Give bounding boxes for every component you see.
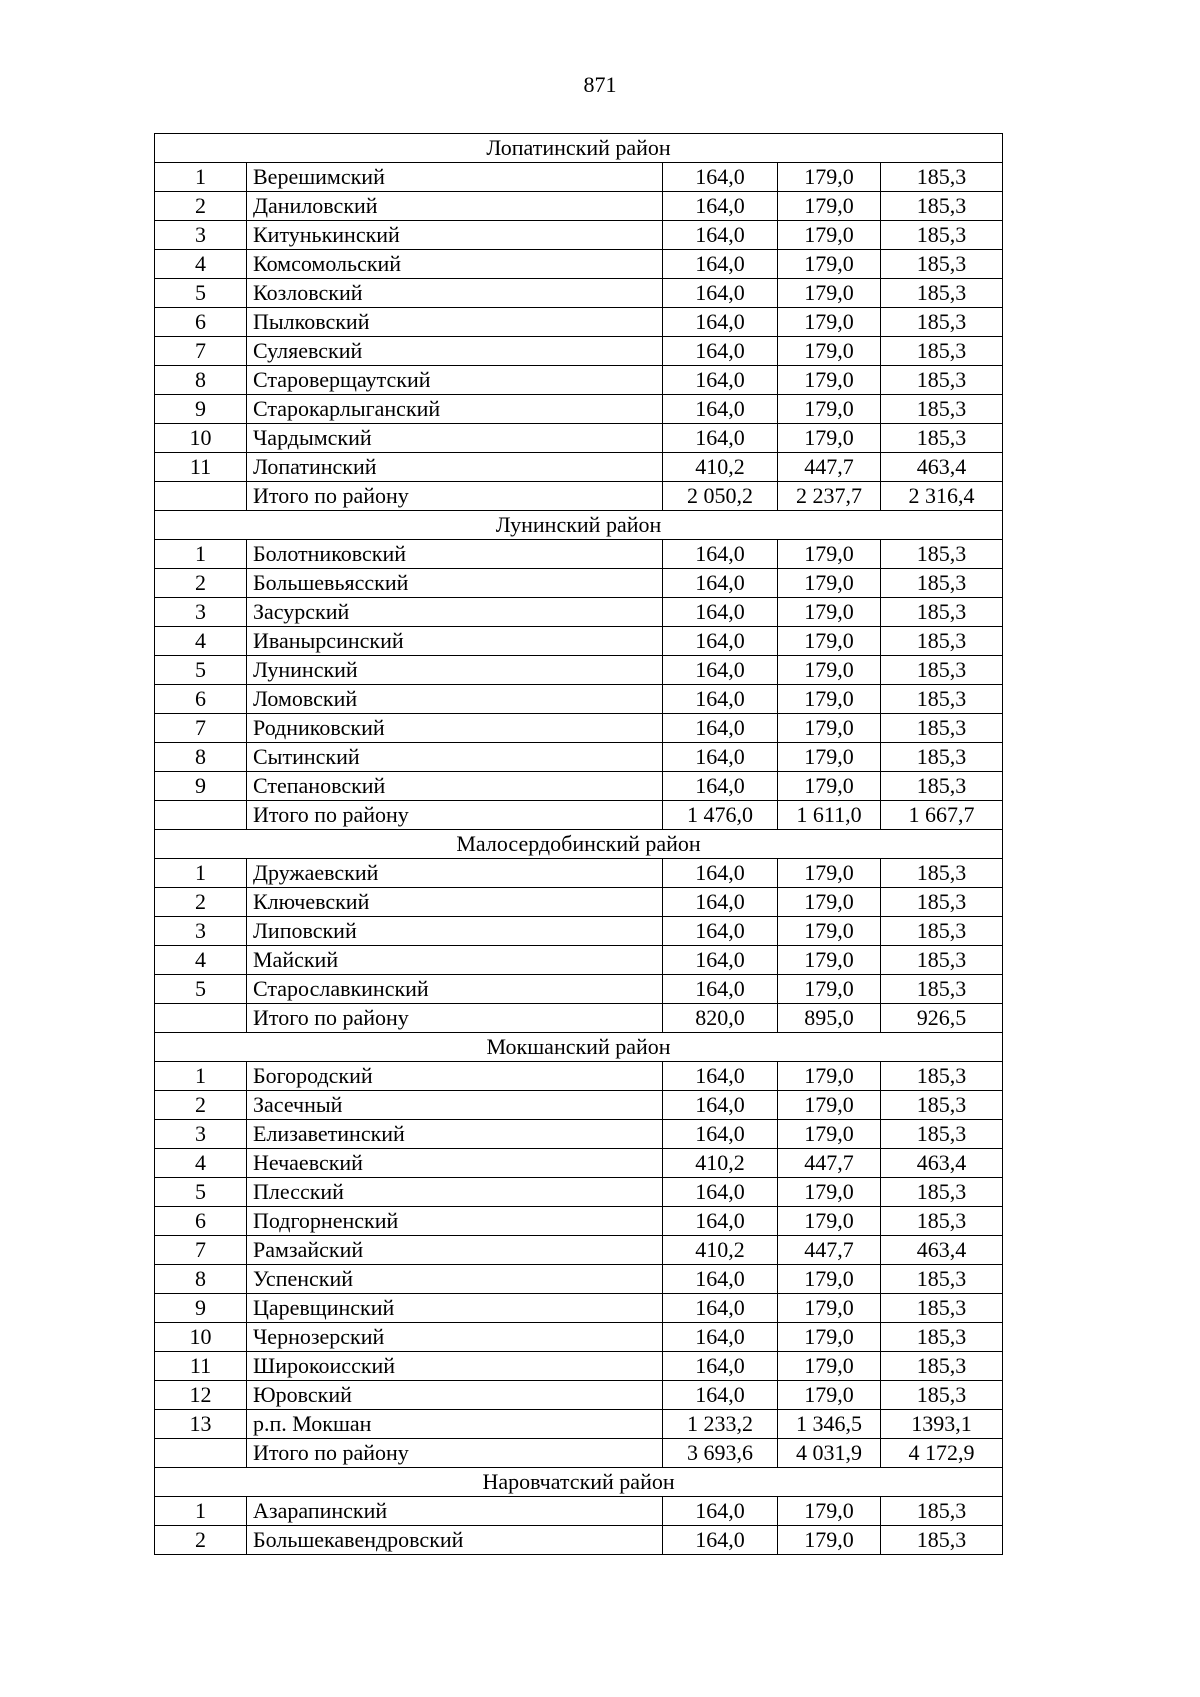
total-row: [155, 1004, 1003, 1033]
settlement-name: Итого по району: [247, 801, 663, 830]
value-col-2: 179,0: [778, 772, 881, 801]
value-col-1: 1 233,2: [663, 1410, 778, 1439]
value-col-1: 164,0: [663, 975, 778, 1004]
settlement-name: Староверщаутский: [247, 366, 663, 395]
value-col-1: 164,0: [663, 1294, 778, 1323]
row-number: 3: [155, 598, 247, 627]
table-row: [155, 714, 1003, 743]
settlement-name: Рамзайский: [247, 1236, 663, 1265]
section-header-row: [155, 1468, 1003, 1497]
value-col-3: 185,3: [881, 1120, 1003, 1149]
value-col-1: 410,2: [663, 1236, 778, 1265]
value-col-2: 179,0: [778, 714, 881, 743]
table-row: [155, 1236, 1003, 1265]
value-col-2: 179,0: [778, 1526, 881, 1555]
value-col-2: 179,0: [778, 279, 881, 308]
value-col-1: 164,0: [663, 1062, 778, 1091]
value-col-1: 164,0: [663, 627, 778, 656]
row-number: 5: [155, 279, 247, 308]
value-col-3: 4 172,9: [881, 1439, 1003, 1468]
value-col-3: 185,3: [881, 221, 1003, 250]
value-col-2: 179,0: [778, 569, 881, 598]
value-col-3: 185,3: [881, 685, 1003, 714]
section-header-row: [155, 1033, 1003, 1062]
row-number: 2: [155, 192, 247, 221]
value-col-2: 179,0: [778, 1091, 881, 1120]
value-col-3: 185,3: [881, 250, 1003, 279]
table-row: [155, 221, 1003, 250]
value-col-1: 164,0: [663, 946, 778, 975]
value-col-3: 185,3: [881, 1381, 1003, 1410]
value-col-1: 164,0: [663, 395, 778, 424]
settlement-name: Успенский: [247, 1265, 663, 1294]
table-row: [155, 424, 1003, 453]
settlement-name: Верешимский: [247, 163, 663, 192]
value-col-3: 185,3: [881, 1294, 1003, 1323]
value-col-1: 164,0: [663, 424, 778, 453]
row-number: 3: [155, 1120, 247, 1149]
row-number: 10: [155, 1323, 247, 1352]
row-number: 3: [155, 221, 247, 250]
total-row: [155, 1439, 1003, 1468]
table-row: [155, 656, 1003, 685]
district-table: [154, 133, 1003, 1555]
value-col-1: 164,0: [663, 598, 778, 627]
value-col-3: 185,3: [881, 308, 1003, 337]
row-number: 4: [155, 627, 247, 656]
value-col-2: 179,0: [778, 366, 881, 395]
value-col-2: 179,0: [778, 888, 881, 917]
value-col-1: 164,0: [663, 192, 778, 221]
value-col-2: 179,0: [778, 1497, 881, 1526]
value-col-3: 185,3: [881, 366, 1003, 395]
value-col-2: 179,0: [778, 975, 881, 1004]
row-number: 2: [155, 1526, 247, 1555]
section-header-row: [155, 830, 1003, 859]
value-col-1: 164,0: [663, 337, 778, 366]
settlement-name: Чернозерский: [247, 1323, 663, 1352]
settlement-name: Чардымский: [247, 424, 663, 453]
table-row: [155, 1352, 1003, 1381]
total-row: [155, 801, 1003, 830]
row-number: 13: [155, 1410, 247, 1439]
value-col-3: 185,3: [881, 1091, 1003, 1120]
row-number: 4: [155, 250, 247, 279]
value-col-2: 179,0: [778, 395, 881, 424]
settlement-name: Иванырсинский: [247, 627, 663, 656]
settlement-name: Большевьясский: [247, 569, 663, 598]
settlement-name: Царевщинский: [247, 1294, 663, 1323]
value-col-2: 179,0: [778, 1381, 881, 1410]
value-col-3: 185,3: [881, 1062, 1003, 1091]
settlement-name: Итого по району: [247, 1004, 663, 1033]
value-col-1: 164,0: [663, 163, 778, 192]
table-row: [155, 859, 1003, 888]
value-col-2: 179,0: [778, 1294, 881, 1323]
value-col-1: 164,0: [663, 685, 778, 714]
row-number: 5: [155, 656, 247, 685]
value-col-3: 185,3: [881, 337, 1003, 366]
value-col-2: 179,0: [778, 859, 881, 888]
settlement-name: Комсомольский: [247, 250, 663, 279]
table-row: [155, 743, 1003, 772]
section-title: Лопатинский район: [155, 134, 1003, 163]
row-number: 9: [155, 772, 247, 801]
value-col-3: 185,3: [881, 1265, 1003, 1294]
settlement-name: Дружаевский: [247, 859, 663, 888]
value-col-1: 410,2: [663, 1149, 778, 1178]
value-col-1: 164,0: [663, 1207, 778, 1236]
value-col-1: 164,0: [663, 308, 778, 337]
value-col-2: 179,0: [778, 743, 881, 772]
value-col-1: 164,0: [663, 888, 778, 917]
value-col-1: 164,0: [663, 569, 778, 598]
settlement-name: Ломовский: [247, 685, 663, 714]
value-col-3: 185,3: [881, 163, 1003, 192]
value-col-1: 164,0: [663, 1091, 778, 1120]
table-row: [155, 569, 1003, 598]
table-row: [155, 453, 1003, 482]
value-col-3: 185,3: [881, 946, 1003, 975]
table-row: [155, 975, 1003, 1004]
settlement-name: Юровский: [247, 1381, 663, 1410]
value-col-3: 463,4: [881, 1236, 1003, 1265]
row-number: 8: [155, 743, 247, 772]
settlement-name: Лунинский: [247, 656, 663, 685]
row-number: 3: [155, 917, 247, 946]
value-col-3: 185,3: [881, 743, 1003, 772]
value-col-1: 2 050,2: [663, 482, 778, 511]
row-number: 9: [155, 1294, 247, 1323]
table-row: [155, 1526, 1003, 1555]
value-col-1: 3 693,6: [663, 1439, 778, 1468]
section-title: Наровчатский район: [155, 1468, 1003, 1497]
table-row: [155, 888, 1003, 917]
value-col-3: 1 667,7: [881, 801, 1003, 830]
value-col-3: 463,4: [881, 453, 1003, 482]
value-col-3: 185,3: [881, 714, 1003, 743]
row-number: 6: [155, 1207, 247, 1236]
value-col-1: 164,0: [663, 656, 778, 685]
value-col-2: 179,0: [778, 917, 881, 946]
value-col-3: 185,3: [881, 859, 1003, 888]
value-col-3: 1393,1: [881, 1410, 1003, 1439]
value-col-1: 820,0: [663, 1004, 778, 1033]
total-row: [155, 482, 1003, 511]
value-col-3: 463,4: [881, 1149, 1003, 1178]
table-row: [155, 250, 1003, 279]
row-number: 1: [155, 163, 247, 192]
value-col-1: 410,2: [663, 453, 778, 482]
table-row: [155, 917, 1003, 946]
value-col-2: 179,0: [778, 946, 881, 975]
table-row: [155, 627, 1003, 656]
section-header-row: [155, 511, 1003, 540]
row-number: 9: [155, 395, 247, 424]
settlement-name: Засечный: [247, 1091, 663, 1120]
table-body: [155, 134, 1003, 1555]
value-col-2: 179,0: [778, 1062, 881, 1091]
table-row: [155, 337, 1003, 366]
table-row: [155, 163, 1003, 192]
table-row: [155, 1120, 1003, 1149]
table-row: [155, 1381, 1003, 1410]
value-col-2: 447,7: [778, 1236, 881, 1265]
value-col-3: 185,3: [881, 1207, 1003, 1236]
row-number: 4: [155, 946, 247, 975]
value-col-2: 179,0: [778, 1352, 881, 1381]
value-col-2: 179,0: [778, 1323, 881, 1352]
value-col-3: 185,3: [881, 888, 1003, 917]
value-col-2: 179,0: [778, 424, 881, 453]
settlement-name: р.п. Мокшан: [247, 1410, 663, 1439]
value-col-2: 1 346,5: [778, 1410, 881, 1439]
settlement-name: Родниковский: [247, 714, 663, 743]
value-col-2: 179,0: [778, 1178, 881, 1207]
value-col-2: 179,0: [778, 192, 881, 221]
value-col-3: 185,3: [881, 569, 1003, 598]
value-col-1: 164,0: [663, 221, 778, 250]
value-col-1: 164,0: [663, 1265, 778, 1294]
table-row: [155, 1265, 1003, 1294]
row-number: [155, 801, 247, 830]
row-number: 4: [155, 1149, 247, 1178]
value-col-2: 179,0: [778, 627, 881, 656]
table-row: [155, 1207, 1003, 1236]
settlement-name: Лопатинский: [247, 453, 663, 482]
value-col-2: 2 237,7: [778, 482, 881, 511]
value-col-1: 164,0: [663, 743, 778, 772]
settlement-name: Плесский: [247, 1178, 663, 1207]
table-row: [155, 395, 1003, 424]
row-number: 1: [155, 1062, 247, 1091]
section-title: Лунинский район: [155, 511, 1003, 540]
value-col-2: 4 031,9: [778, 1439, 881, 1468]
table-row: [155, 1323, 1003, 1352]
settlement-name: Елизаветинский: [247, 1120, 663, 1149]
table-row: [155, 1178, 1003, 1207]
settlement-name: Липовский: [247, 917, 663, 946]
value-col-1: 164,0: [663, 1381, 778, 1410]
value-col-1: 164,0: [663, 772, 778, 801]
row-number: 1: [155, 859, 247, 888]
settlement-name: Козловский: [247, 279, 663, 308]
table-row: [155, 192, 1003, 221]
value-col-2: 179,0: [778, 250, 881, 279]
value-col-3: 185,3: [881, 975, 1003, 1004]
value-col-3: 185,3: [881, 395, 1003, 424]
table-row: [155, 1410, 1003, 1439]
value-col-3: 185,3: [881, 540, 1003, 569]
value-col-2: 179,0: [778, 685, 881, 714]
row-number: 7: [155, 714, 247, 743]
settlement-name: Азарапинский: [247, 1497, 663, 1526]
value-col-3: 185,3: [881, 1178, 1003, 1207]
value-col-3: 185,3: [881, 1323, 1003, 1352]
value-col-2: 447,7: [778, 1149, 881, 1178]
row-number: 2: [155, 1091, 247, 1120]
table-row: [155, 1497, 1003, 1526]
value-col-1: 164,0: [663, 1526, 778, 1555]
settlement-name: Богородский: [247, 1062, 663, 1091]
row-number: 11: [155, 453, 247, 482]
row-number: 2: [155, 888, 247, 917]
value-col-1: 164,0: [663, 366, 778, 395]
value-col-2: 179,0: [778, 1207, 881, 1236]
table-row: [155, 540, 1003, 569]
settlement-name: Степановский: [247, 772, 663, 801]
value-col-3: 185,3: [881, 279, 1003, 308]
value-col-3: 926,5: [881, 1004, 1003, 1033]
value-col-3: 185,3: [881, 656, 1003, 685]
value-col-1: 164,0: [663, 540, 778, 569]
value-col-1: 164,0: [663, 279, 778, 308]
value-col-1: 164,0: [663, 1497, 778, 1526]
table-row: [155, 946, 1003, 975]
section-header-row: [155, 134, 1003, 163]
table-row: [155, 685, 1003, 714]
table-row: [155, 1294, 1003, 1323]
settlement-name: Широкоисский: [247, 1352, 663, 1381]
table-row: [155, 308, 1003, 337]
value-col-1: 164,0: [663, 1352, 778, 1381]
row-number: 1: [155, 540, 247, 569]
row-number: 6: [155, 308, 247, 337]
section-title: Мокшанский район: [155, 1033, 1003, 1062]
row-number: 1: [155, 1497, 247, 1526]
value-col-3: 185,3: [881, 627, 1003, 656]
value-col-3: 185,3: [881, 917, 1003, 946]
row-number: 5: [155, 1178, 247, 1207]
settlement-name: Подгорненский: [247, 1207, 663, 1236]
settlement-name: Итого по району: [247, 482, 663, 511]
value-col-3: 185,3: [881, 192, 1003, 221]
value-col-2: 179,0: [778, 1120, 881, 1149]
table-row: [155, 772, 1003, 801]
value-col-3: 185,3: [881, 1497, 1003, 1526]
value-col-2: 179,0: [778, 598, 881, 627]
value-col-2: 179,0: [778, 163, 881, 192]
value-col-2: 179,0: [778, 308, 881, 337]
row-number: 2: [155, 569, 247, 598]
value-col-1: 164,0: [663, 859, 778, 888]
row-number: 7: [155, 337, 247, 366]
value-col-1: 164,0: [663, 917, 778, 946]
settlement-name: Итого по району: [247, 1439, 663, 1468]
settlement-name: Старославкинский: [247, 975, 663, 1004]
value-col-3: 185,3: [881, 1526, 1003, 1555]
table-row: [155, 1062, 1003, 1091]
row-number: 10: [155, 424, 247, 453]
value-col-3: 185,3: [881, 772, 1003, 801]
row-number: [155, 482, 247, 511]
row-number: 11: [155, 1352, 247, 1381]
value-col-2: 447,7: [778, 453, 881, 482]
settlement-name: Даниловский: [247, 192, 663, 221]
page-number: 871: [583, 72, 617, 97]
section-title: Малосердобинский район: [155, 830, 1003, 859]
value-col-3: 185,3: [881, 598, 1003, 627]
value-col-2: 895,0: [778, 1004, 881, 1033]
value-col-3: 2 316,4: [881, 482, 1003, 511]
settlement-name: Ключевский: [247, 888, 663, 917]
row-number: 8: [155, 1265, 247, 1294]
value-col-2: 179,0: [778, 540, 881, 569]
value-col-2: 179,0: [778, 656, 881, 685]
value-col-1: 164,0: [663, 714, 778, 743]
settlement-name: Засурский: [247, 598, 663, 627]
settlement-name: Старокарлыганский: [247, 395, 663, 424]
settlement-name: Майский: [247, 946, 663, 975]
row-number: [155, 1004, 247, 1033]
value-col-2: 179,0: [778, 221, 881, 250]
table-row: [155, 366, 1003, 395]
settlement-name: Пылковский: [247, 308, 663, 337]
value-col-1: 164,0: [663, 1323, 778, 1352]
row-number: [155, 1439, 247, 1468]
value-col-1: 164,0: [663, 1120, 778, 1149]
value-col-2: 179,0: [778, 1265, 881, 1294]
value-col-3: 185,3: [881, 424, 1003, 453]
row-number: 5: [155, 975, 247, 1004]
settlement-name: Китунькинский: [247, 221, 663, 250]
row-number: 12: [155, 1381, 247, 1410]
table-row: [155, 598, 1003, 627]
value-col-1: 1 476,0: [663, 801, 778, 830]
value-col-1: 164,0: [663, 250, 778, 279]
table-row: [155, 1091, 1003, 1120]
settlement-name: Большекавендровский: [247, 1526, 663, 1555]
table-row: [155, 279, 1003, 308]
settlement-name: Нечаевский: [247, 1149, 663, 1178]
value-col-2: 179,0: [778, 337, 881, 366]
table-row: [155, 1149, 1003, 1178]
value-col-2: 1 611,0: [778, 801, 881, 830]
row-number: 6: [155, 685, 247, 714]
settlement-name: Болотниковский: [247, 540, 663, 569]
settlement-name: Суляевский: [247, 337, 663, 366]
settlement-name: Сытинский: [247, 743, 663, 772]
value-col-3: 185,3: [881, 1352, 1003, 1381]
row-number: 7: [155, 1236, 247, 1265]
row-number: 8: [155, 366, 247, 395]
value-col-1: 164,0: [663, 1178, 778, 1207]
